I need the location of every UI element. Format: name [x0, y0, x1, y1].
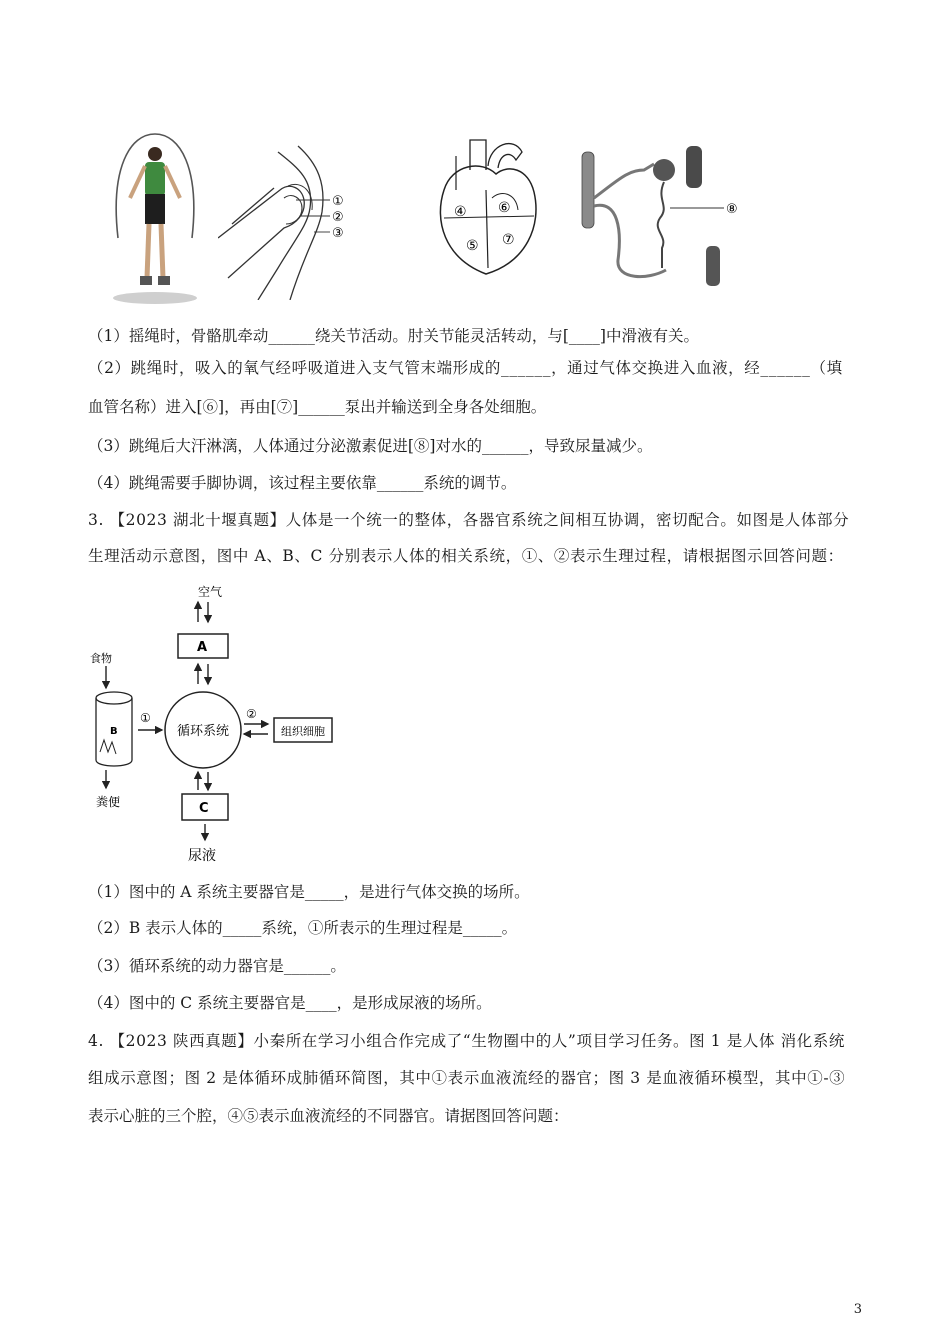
label-food: 食物 [90, 652, 112, 665]
system-c-label: C [199, 801, 209, 816]
q2-part2-line1: （2）跳绳时，吸入的氧气经呼吸道进入支气管末端形成的______，通过气体交换进入血液，经______（填 [88, 359, 843, 377]
q2-part2-line2: 血管名称）进入[⑥]，再由[⑦]______泵出并输送到全身各处细胞。 [88, 398, 547, 416]
joint-label-1: ① [332, 194, 344, 209]
page-number: 3 [853, 1302, 862, 1317]
label-urine: 尿液 [188, 848, 216, 864]
elbow-joint-figure [218, 128, 358, 300]
heart-label-5: ⑤ [466, 238, 479, 254]
system-a-label: A [197, 640, 208, 655]
q3-part2: （2）B 表示人体的_____系统，①所表示的生理过程是_____。 [88, 919, 518, 937]
q4-line1: 4. 【2023 陕西真题】小秦所在学习小组合作完成了“生物圈中的人”项目学习任务。图 1 是人体 消化系统 [88, 1032, 845, 1050]
q3-part3: （3）循环系统的动力器官是______。 [88, 957, 346, 975]
system-b-label: B [110, 726, 118, 737]
heart-label-6: ⑥ [498, 200, 511, 216]
q3-intro-line2: 生理活动示意图，图中 A、B、C 分别表示人体的相关系统，①、②表示生理过程，请根据图示回答问题： [88, 547, 844, 565]
kidney-label-8: ⑧ [726, 202, 738, 217]
q3-part4: （4）图中的 C 系统主要器官是____，是形成尿液的场所。 [88, 994, 492, 1012]
circulatory-system-label: 循环系统 [176, 724, 230, 739]
jump-rope-figure [100, 128, 210, 306]
q4-line2: 组成示意图；图 2 是体循环成肺循环简图，其中①表示血液流经的器官；图 3 是血液循环模型，其中①-③ [88, 1069, 846, 1087]
q3-part1: （1）图中的 A 系统主要器官是_____，是进行气体交换的场所。 [88, 883, 530, 901]
step-2-label: ② [246, 707, 257, 721]
joint-label-2: ② [332, 210, 344, 225]
q2-part4: （4）跳绳需要手脚协调，该过程主要依靠______系统的调节。 [88, 474, 517, 492]
tissue-cells-label: 组织细胞 [281, 725, 325, 738]
body-systems-diagram [88, 580, 348, 866]
q3-intro-line1: 3. 【2023 湖北十堰真题】人体是一个统一的整体，各器官系统之间相互协调，密切配合。如图是人体部分 [88, 511, 850, 529]
joint-label-3: ③ [332, 226, 344, 241]
q2-part3: （3）跳绳后大汗淋漓，人体通过分泌激素促进[⑧]对水的______，导致尿量减少。 [88, 437, 653, 455]
heart-label-4: ④ [454, 204, 467, 220]
step-1-label: ① [140, 711, 151, 725]
heart-figure [430, 130, 548, 278]
q4-line3: 表示心脏的三个腔，④⑤表示血液流经的不同器官。请据图回答问题： [88, 1107, 569, 1125]
heart-label-7: ⑦ [502, 232, 515, 248]
label-air: 空气 [198, 585, 223, 599]
kidney-nephron-figure [578, 140, 750, 288]
label-feces: 粪便 [96, 795, 121, 809]
q2-part1: （1）摇绳时，骨骼肌牵动______绕关节活动。肘关节能灵活转动，与[____]中滑液有关。 [88, 327, 699, 345]
